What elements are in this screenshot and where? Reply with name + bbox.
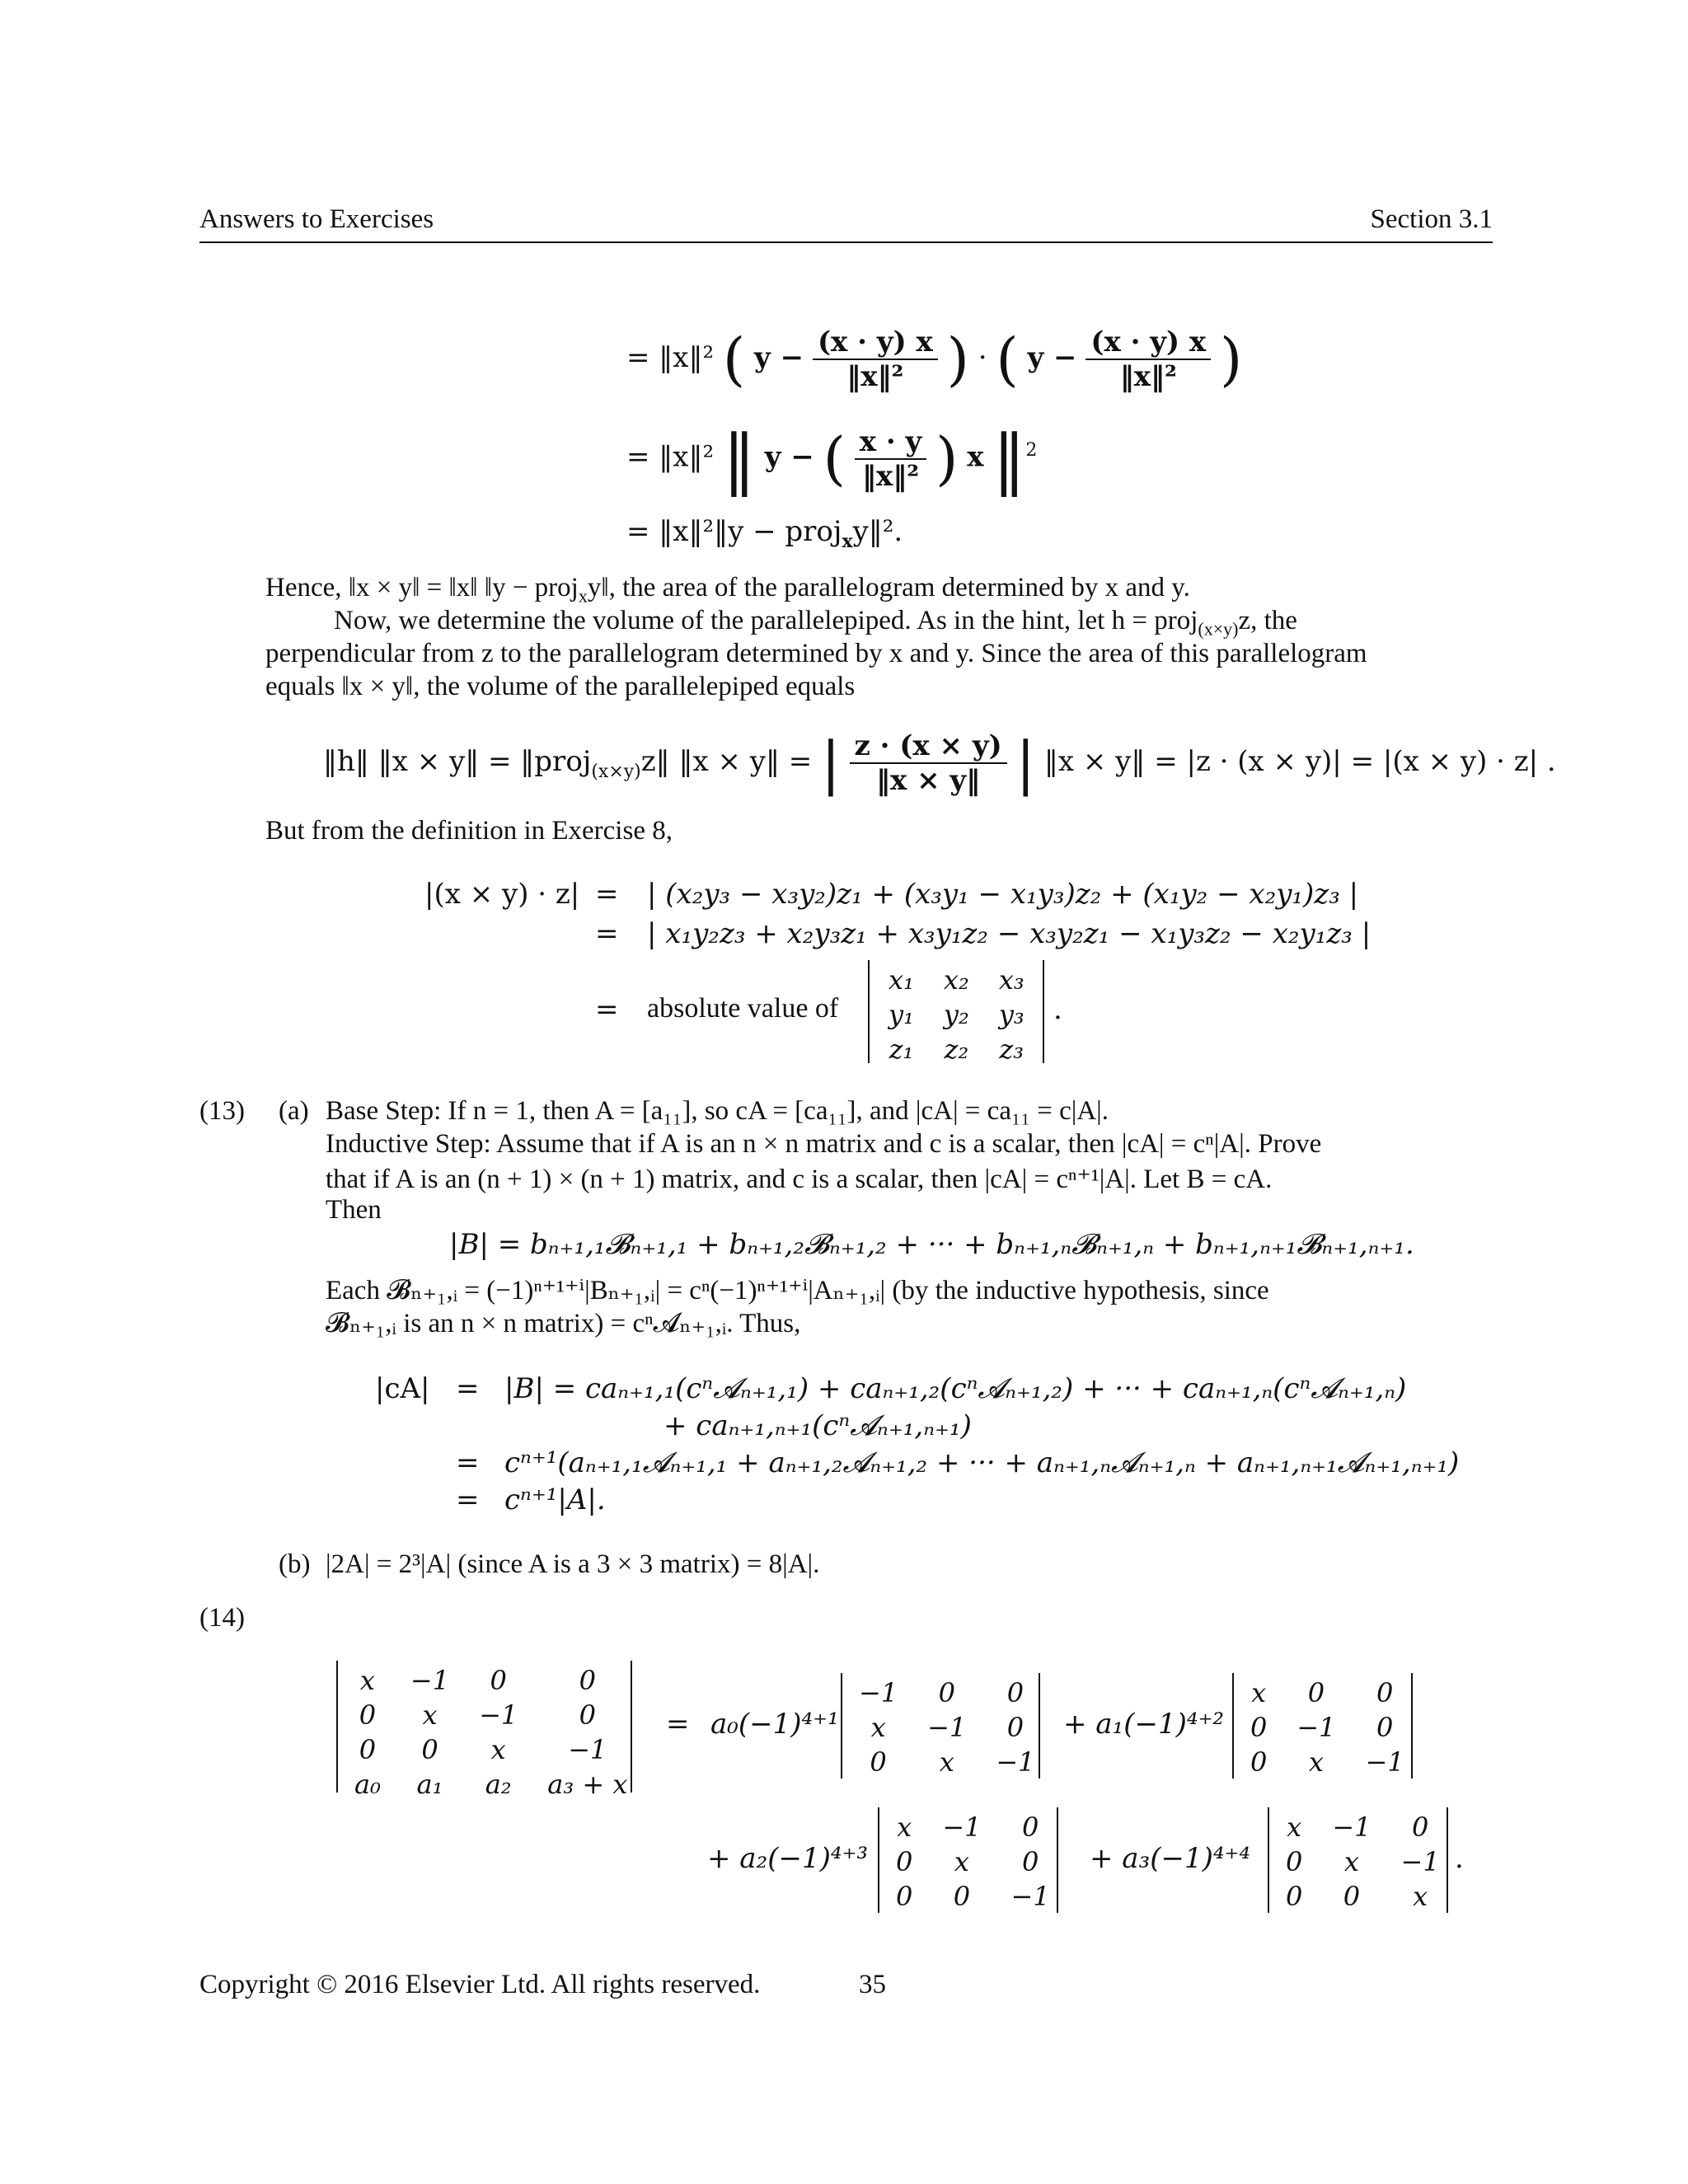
page-number: 35 — [859, 1970, 886, 1999]
matrix-cell: x — [897, 1811, 912, 1843]
matrix-cell: x — [870, 1712, 886, 1743]
matrix-cell: z₁ — [889, 1033, 914, 1065]
ex14-term2: + a₂(−1)⁴⁺³ — [707, 1842, 869, 1875]
matrix-row — [340, 1767, 642, 1802]
matrix-cell: x — [1343, 1846, 1359, 1877]
eq-top-row1: = ‖x‖² ( y − $\frac{(x \cdot y) x}{\text{‖x‖²}}$ ) · ( y − $\frac{(x \cdot y) x}{\text{‖x‖²}}$ ) — [626, 326, 1243, 393]
matrix-cell: 0 — [1021, 1811, 1039, 1843]
det-m1-right — [1411, 1673, 1413, 1779]
ex13-c-row3: cⁿ⁺¹|A|. — [504, 1483, 606, 1516]
matrix-cell: 0 — [359, 1699, 377, 1731]
matrix-cell: 0 — [1411, 1811, 1429, 1843]
matrix-cell: −1 — [1332, 1811, 1372, 1843]
matrix-cell: 0 — [1006, 1677, 1025, 1708]
matrix-row — [1271, 1844, 1455, 1879]
ex14-period: . — [1455, 1842, 1464, 1875]
matrix-row — [874, 963, 1039, 997]
matrix-row — [340, 1698, 642, 1732]
ex14-number: (14) — [199, 1603, 245, 1633]
det-4x4 — [340, 1663, 642, 1802]
para1-line4: equals ‖x × y‖, the volume of the parallelepiped equals — [265, 672, 856, 701]
ex13-c-eq1: = — [456, 1372, 480, 1405]
matrix-cell: 0 — [1376, 1677, 1394, 1708]
det-m2 — [881, 1810, 1065, 1914]
matrix-cell: x — [1251, 1677, 1267, 1708]
eq-def-row1: | (x₂y₃ − x₃y₂)z₁ + (x₃y₁ − x₁y₃)z₂ + (x₁y₂ − x₂y₁)z₃ | — [647, 878, 1359, 911]
matrix-cell: −1 — [568, 1734, 607, 1765]
matrix-cell: a₁ — [416, 1769, 443, 1800]
ex13-c-lhs: |cA| — [375, 1372, 430, 1405]
matrix-cell: x — [1308, 1746, 1324, 1778]
matrix-cell: x₁ — [889, 964, 914, 996]
ex13-c-row2: cⁿ⁺¹(aₙ₊₁,₁𝓐ₙ₊₁,₁ + aₙ₊₁,₂𝓐ₙ₊₁,₂ + ··· + aₙ₊₁,ₙ𝓐ₙ₊₁,ₙ + aₙ₊₁,ₙ₊₁𝓐ₙ₊₁,ₙ₊₁) — [504, 1446, 1460, 1479]
eq-def-row2: | x₁y₂z₃ + x₂y₃z₁ + x₃y₁z₂ − x₃y₂z₁ − x₁y₃z₂ − x₂y₁z₃ | — [647, 917, 1372, 950]
det-bar-right — [1043, 960, 1044, 1063]
para1-line1: Hence, ‖x × y‖ = ‖x‖ ‖y − proj$_x$y‖, the area of the parallelogram determined by x and y. — [265, 573, 1190, 607]
matrix-cell: −1 — [942, 1811, 982, 1843]
matrix-cell: −1 — [479, 1699, 518, 1731]
matrix-row — [844, 1745, 1050, 1779]
eq-def-absval: absolute value of — [647, 993, 839, 1024]
matrix-row — [340, 1732, 642, 1767]
eq-def-period: . — [1053, 993, 1062, 1026]
matrix-cell: 0 — [1021, 1846, 1039, 1877]
matrix-cell: z₂ — [944, 1033, 969, 1065]
ex14-term3: + a₃(−1)⁴⁺⁴ — [1090, 1842, 1251, 1875]
para2: But from the definition in Exercise 8, — [265, 816, 673, 846]
matrix-row — [844, 1675, 1050, 1710]
det-m3-left — [1268, 1807, 1269, 1913]
matrix-cell: −1 — [1365, 1746, 1404, 1778]
matrix-cell: 0 — [1343, 1881, 1361, 1912]
matrix-row — [1236, 1745, 1419, 1779]
matrix-cell: a₂ — [485, 1769, 512, 1800]
eq-def-eq1: = — [595, 878, 619, 911]
det4-bar-right — [631, 1661, 632, 1793]
det4-bar-left — [336, 1661, 338, 1793]
matrix-cell: 0 — [1250, 1746, 1268, 1778]
eq-top-row2: = ‖x‖² ‖ y − ( $\frac{x \cdot y}{\text{‖x‖²}}$ ) x ‖$^2$ — [626, 420, 1038, 497]
det-m1-left — [1232, 1673, 1234, 1779]
matrix-cell: 0 — [1006, 1712, 1025, 1743]
matrix-cell: 0 — [896, 1881, 913, 1912]
ex13-b-label: (b) — [279, 1549, 311, 1579]
matrix-row — [1236, 1710, 1419, 1745]
eq-def-lhs: |(x × y) · z| — [424, 878, 580, 911]
matrix-cell: x — [422, 1699, 438, 1731]
matrix-cell: −1 — [1400, 1846, 1440, 1877]
copyright-footer: Copyright © 2016 Elsevier Ltd. All rights reserved. — [199, 1970, 761, 1999]
matrix-row — [881, 1844, 1065, 1879]
matrix-cell: x — [1287, 1811, 1302, 1843]
matrix-row — [1271, 1879, 1455, 1914]
matrix-row — [340, 1663, 642, 1698]
eq-def-eq2: = — [595, 917, 619, 950]
matrix-row — [881, 1879, 1065, 1914]
det-m3-right — [1447, 1807, 1448, 1913]
ex13-a-line2: Inductive Step: Assume that if A is an n × n matrix and c is a scalar, then |cA| = cⁿ|A|. Prove — [326, 1129, 1322, 1159]
det-xyz — [874, 963, 1039, 1066]
matrix-cell: x — [954, 1846, 969, 1877]
matrix-cell: 0 — [579, 1699, 596, 1731]
matrix-cell: a₀ — [354, 1769, 381, 1800]
ex13-c-eq3: = — [456, 1483, 480, 1516]
matrix-cell: 0 — [953, 1881, 971, 1912]
matrix-cell: x — [939, 1746, 954, 1778]
ex13-a-cofactor-eq: |B| = bₙ₊₁,₁𝓑ₙ₊₁,₁ + bₙ₊₁,₂𝓑ₙ₊₁,₂ + ··· + bₙ₊₁,ₙ𝓑ₙ₊₁,ₙ + bₙ₊₁,ₙ₊₁𝓑ₙ₊₁,ₙ₊₁. — [449, 1228, 1414, 1261]
matrix-row — [881, 1810, 1065, 1844]
matrix-cell: x₃ — [998, 964, 1025, 996]
matrix-cell: −1 — [1010, 1881, 1050, 1912]
det-bar-left — [868, 960, 870, 1063]
matrix-cell: 0 — [1307, 1677, 1325, 1708]
matrix-cell: 0 — [1286, 1846, 1303, 1877]
eq-def-eq3: = — [595, 993, 619, 1026]
ex13-a-line3: that if A is an (n + 1) × (n + 1) matrix, and c is a scalar, then |cA| = cⁿ⁺¹|A|. Let B = cA. — [326, 1165, 1273, 1194]
det-m0-right — [1039, 1673, 1040, 1779]
det-m2-left — [878, 1807, 879, 1913]
ex13-c-row1: |B| = caₙ₊₁,₁(cⁿ𝓐ₙ₊₁,₁) + caₙ₊₁,₂(cⁿ𝓐ₙ₊₁,₂) + ··· + caₙ₊₁,ₙ(cⁿ𝓐ₙ₊₁,ₙ) — [504, 1372, 1407, 1405]
ex14-equals: = — [666, 1708, 690, 1741]
matrix-cell: −1 — [996, 1746, 1035, 1778]
header-rule — [199, 241, 1493, 243]
running-header-left: Answers to Exercises — [199, 204, 434, 234]
matrix-cell: −1 — [859, 1677, 898, 1708]
det-m1 — [1236, 1675, 1419, 1779]
matrix-cell: 0 — [896, 1846, 913, 1877]
det-m2-right — [1057, 1807, 1058, 1913]
eq-volume: ‖h‖ ‖x × y‖ = ‖proj$_{(x\times y)}$z‖ ‖x × y‖ = | $\frac{z \cdot (x \times y)}{‖x \times y‖}$ | ‖x × y‖ = |z · (x × y)| = |(x × y) · z| . — [323, 729, 1556, 797]
eq-top-row3: = ‖x‖²‖y − proj$_x$y‖². — [626, 515, 903, 552]
matrix-cell: 0 — [1376, 1712, 1394, 1743]
matrix-cell: a₃ + x — [547, 1769, 628, 1800]
para1-line2: Now, we determine the volume of the parallelepiped. As in the hint, let h = proj$_{(x\times y)}$z, the — [334, 606, 1297, 640]
matrix-row — [1236, 1675, 1419, 1710]
matrix-cell: z₃ — [999, 1033, 1025, 1065]
det-m0 — [844, 1675, 1050, 1779]
matrix-cell: x — [1413, 1881, 1428, 1912]
det-m0-left — [841, 1673, 842, 1779]
matrix-cell: −1 — [410, 1665, 450, 1696]
matrix-cell: x — [490, 1734, 506, 1765]
ex13-a-line6: 𝓑ₙ₊₁,ᵢ is an n × n matrix) = cⁿ𝓐ₙ₊₁,ᵢ. Thus, — [326, 1309, 801, 1338]
running-header-right: Section 3.1 — [1370, 204, 1493, 234]
matrix-cell: y₂ — [943, 999, 969, 1030]
matrix-cell: 0 — [421, 1734, 438, 1765]
para1-line3: perpendicular from z to the parallelogram determined by x and y. Since the area of this parallelogram — [265, 639, 1367, 668]
matrix-cell: 0 — [1286, 1881, 1303, 1912]
ex13-number: (13) — [199, 1096, 245, 1126]
matrix-row — [844, 1710, 1050, 1745]
matrix-row — [874, 997, 1039, 1032]
matrix-cell: y₃ — [998, 999, 1025, 1030]
matrix-cell: x — [359, 1665, 375, 1696]
matrix-cell: 0 — [870, 1746, 887, 1778]
ex13-a-line5: Each 𝓑ₙ₊₁,ᵢ = (−1)ⁿ⁺¹⁺ⁱ|Bₙ₊₁,ᵢ| = cⁿ(−1)ⁿ⁺¹⁺ⁱ|Aₙ₊₁,ᵢ| (by the inductive hypothesis, since — [326, 1276, 1269, 1305]
ex13-a-line4: Then — [326, 1195, 382, 1225]
matrix-cell: 0 — [359, 1734, 377, 1765]
matrix-row — [1271, 1810, 1455, 1844]
matrix-cell: −1 — [1296, 1712, 1336, 1743]
ex14-term1: + a₁(−1)⁴⁺² — [1063, 1708, 1225, 1741]
matrix-cell: y₁ — [889, 999, 914, 1030]
matrix-cell: 0 — [1250, 1712, 1268, 1743]
ex13-b-text: |2A| = 2³|A| (since A is a 3 × 3 matrix) = 8|A|. — [326, 1549, 820, 1579]
matrix-row — [874, 1032, 1039, 1066]
ex13-c-row1b: + caₙ₊₁,ₙ₊₁(cⁿ𝓐ₙ₊₁,ₙ₊₁) — [663, 1409, 972, 1442]
matrix-cell: 0 — [579, 1665, 596, 1696]
ex14-term0: a₀(−1)⁴⁺¹ — [710, 1708, 839, 1741]
matrix-cell: −1 — [927, 1712, 967, 1743]
matrix-cell: 0 — [938, 1677, 955, 1708]
ex13-c-eq2: = — [456, 1446, 480, 1479]
matrix-cell: x₂ — [943, 964, 969, 996]
matrix-cell: 0 — [490, 1665, 507, 1696]
det-m3 — [1271, 1810, 1455, 1914]
ex13-a-line1: Base Step: If n = 1, then A = [a₁₁], so cA = [ca₁₁], and |cA| = ca₁₁ = c|A|. — [326, 1096, 1109, 1126]
ex13-a-label: (a) — [279, 1096, 309, 1126]
